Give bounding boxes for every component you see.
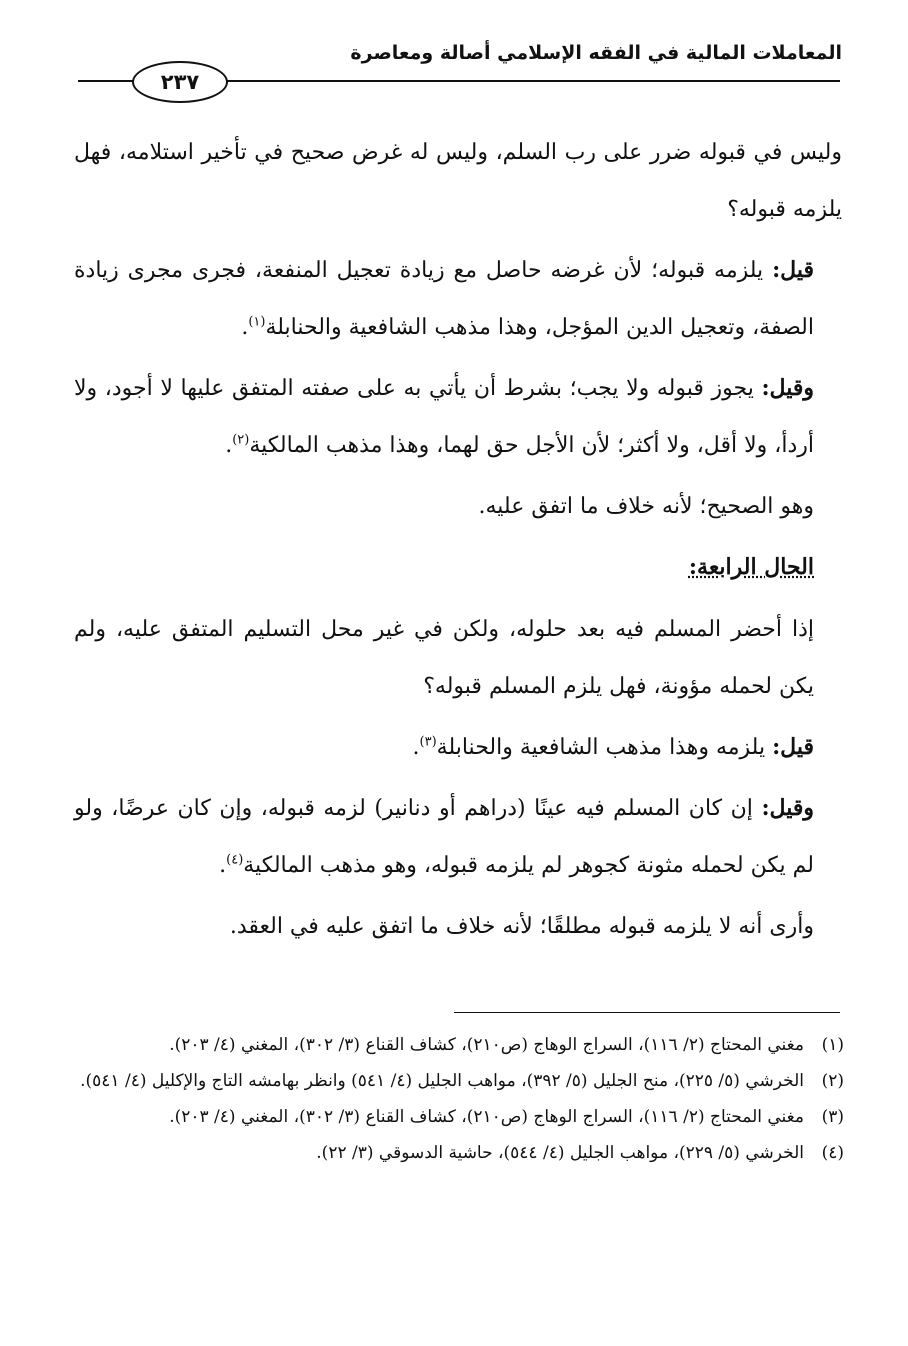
paragraph-2: قيل: يلزمه قبوله؛ لأن غرضه حاصل مع زيادة تعجيل المنفعة، فجرى مجرى زيادة الصفة، وتعجيل الدين المؤجل، وهذا مذهب الشافعية والحنابلة$^{(١)}$. bbox=[74, 257, 814, 340]
paragraph-3: وقيل: يجوز قبوله ولا يجب؛ بشرط أن يأتي به على صفته المتفق عليها لا أجود، ولا أردأ، ولا أقل، ولا أكثر؛ لأن الأجل حق لهما، وهذا مذهب المالكية$^{(٢)}$. bbox=[74, 375, 814, 458]
footnote-2 bbox=[66, 1064, 844, 1098]
paragraph-4 bbox=[74, 478, 842, 535]
footnote-ref-4[interactable]: (٤) bbox=[226, 852, 244, 868]
paragraph-7-text: إن كان المسلم فيه عينًا (دراهم أو دنانير) لزمه قبوله، وإن كان عرضًا، ولو لم يكن لحمله مثونة كجوهر لم يلزمه قبوله، وهو مذهب المالكية bbox=[74, 796, 814, 878]
paragraph-1-text: وليس في قبوله ضرر على رب السلم، وليس له غرض صحيح في تأخير استلامه، فهل يلزمه قبوله؟ bbox=[74, 140, 842, 222]
footnote-separator bbox=[454, 1012, 840, 1013]
footnote-number: (٣) bbox=[821, 1107, 844, 1127]
footnote-number: (٤) bbox=[821, 1143, 844, 1163]
running-header-title: المعاملات المالية في الفقه الإسلامي أصالة ومعاصرة bbox=[350, 42, 842, 64]
footnote-number: (٢) bbox=[821, 1071, 844, 1091]
paragraph-7: وقيل: إن كان المسلم فيه عينًا (دراهم أو دنانير) لزمه قبوله، وإن كان عرضًا، ولو لم يكن لحمله مثونة كجوهر لم يلزمه قبوله، وهو مذهب المالكية$^{(٤)}$. bbox=[74, 795, 814, 878]
footnote-1 bbox=[66, 1028, 844, 1062]
section-subheading: الحال الرابعة: bbox=[688, 554, 814, 580]
paragraph-7-lead: وقيل: bbox=[761, 795, 814, 821]
main-text bbox=[74, 124, 842, 959]
paragraph-4-text: وهو الصحيح؛ لأنه خلاف ما اتفق عليه. bbox=[478, 494, 814, 519]
paragraph-2-text: يلزمه قبوله؛ لأن غرضه حاصل مع زيادة تعجيل المنفعة، فجرى مجرى زيادة الصفة، وتعجيل الدين المؤجل، وهذا مذهب الشافعية والحنابلة bbox=[74, 258, 814, 340]
paragraph-6-lead: قيل: bbox=[772, 734, 814, 760]
paragraph-6-text: يلزمه وهذا مذهب الشافعية والحنابلة bbox=[436, 735, 773, 760]
paragraph-5-text: إذا أحضر المسلم فيه بعد حلوله، ولكن في غير محل التسليم المتفق عليه، ولم يكن لحمله مؤونة، فهل يلزم المسلم قبوله؟ bbox=[74, 617, 814, 699]
footnote-text: الخرشي (٥/ ٢٢٥)، منح الجليل (٥/ ٣٩٢)، مواهب الجليل (٤/ ٥٤١) وانظر بهامشه التاج والإكليل (٤/ ٥٤١). bbox=[80, 1071, 804, 1091]
paragraph-3-lead: وقيل: bbox=[761, 375, 814, 401]
footnote-text: مغني المحتاج (٢/ ١١٦)، السراج الوهاج (ص٢١٠)، كشاف القناع (٣/ ٣٠٢)، المغني (٤/ ٢٠٣). bbox=[169, 1107, 804, 1127]
paragraph-2-lead: قيل: bbox=[772, 257, 814, 283]
footnote-number: (١) bbox=[821, 1035, 844, 1055]
paragraph-3-text: يجوز قبوله ولا يجب؛ بشرط أن يأتي به على صفته المتفق عليها لا أجود، ولا أردأ، ولا أقل، ولا أكثر؛ لأن الأجل حق لهما، وهذا مذهب المالكية bbox=[74, 376, 814, 458]
footnote-ref-2[interactable]: (٢) bbox=[232, 432, 250, 448]
footnote-4 bbox=[66, 1136, 844, 1170]
footnote-text: الخرشي (٥/ ٢٢٩)، مواهب الجليل (٤/ ٥٤٤)، حاشية الدسوقي (٣/ ٢٢). bbox=[316, 1143, 804, 1163]
paragraph-8-text: وأرى أنه لا يلزمه قبوله مطلقًا؛ لأنه خلاف ما اتفق عليه في العقد. bbox=[229, 914, 814, 939]
paragraph-1 bbox=[74, 124, 842, 238]
footnote-ref-3[interactable]: (٣) bbox=[419, 734, 437, 750]
page-number: ٢٣٧ bbox=[132, 61, 228, 103]
footnotes bbox=[66, 1028, 844, 1172]
footnote-ref-1[interactable]: (١) bbox=[248, 314, 266, 330]
footnote-3 bbox=[66, 1100, 844, 1134]
paragraph-8 bbox=[74, 898, 842, 955]
paragraph-6: قيل: يلزمه وهذا مذهب الشافعية والحنابلة$^{(٣)}$. bbox=[412, 734, 814, 760]
paragraph-5 bbox=[74, 601, 842, 715]
footnote-text: مغني المحتاج (٢/ ١١٦)، السراج الوهاج (ص٢١٠)، كشاف القناع (٣/ ٣٠٢)، المغني (٤/ ٢٠٣). bbox=[169, 1035, 804, 1055]
